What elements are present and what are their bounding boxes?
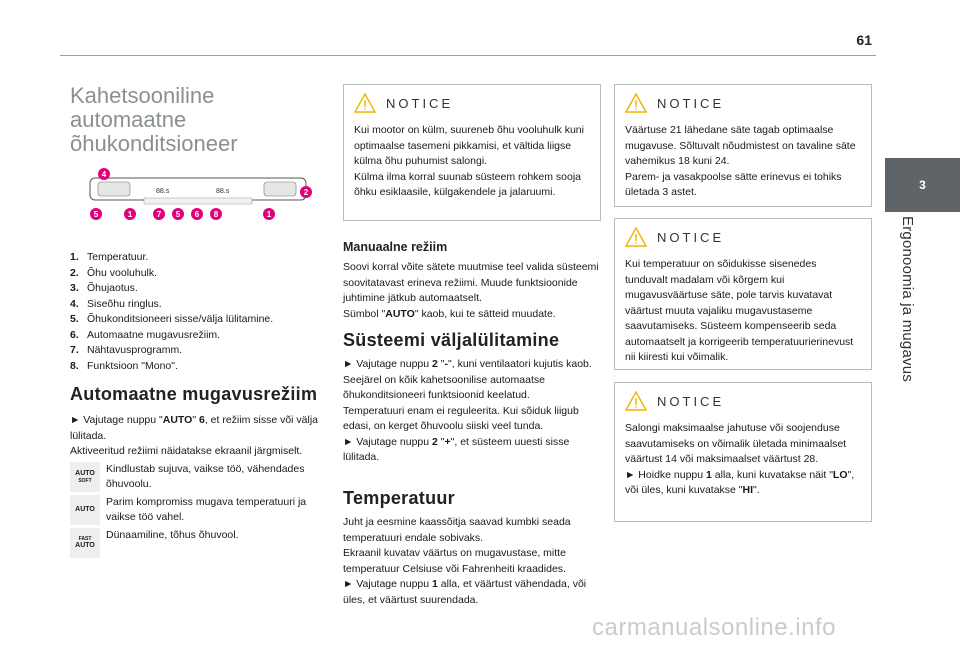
temperature-title: Temperatuur	[343, 488, 455, 508]
notice-label: NOTICE	[386, 95, 454, 111]
diagram-marker-7: 7	[156, 210, 162, 219]
list-item: 3. Õhujaotus.	[70, 282, 138, 294]
system-off-step1: ► Vajutage nuppu 2 "-", kuni ventilaatori kujutis kaob.	[343, 358, 592, 370]
notice-label: NOTICE	[657, 393, 725, 409]
diagram-marker-8: 8	[213, 210, 219, 219]
diagram-marker-6: 6	[194, 210, 200, 219]
warning-icon	[625, 391, 647, 411]
diagram-marker-5b: 5	[175, 210, 181, 219]
auto-mode-instruction: ► Vajutage nuppu "AUTO" 6, et režiim sisse või välja lülitada.	[70, 414, 319, 442]
temperature-text: Juht ja eesmine kaassõitja saavad kumbki seada temperatuuri endale sobivaks. Ekraanil kuvatav väärtus on mugavustase, mitte temperatuur Celsiuse või Fahrenheiti kraadides.	[343, 516, 571, 575]
notice-max-cooling	[614, 382, 872, 522]
notice-label: NOTICE	[657, 229, 725, 245]
warning-icon	[354, 93, 376, 113]
auto-fast-icon: FAST AUTO	[70, 528, 100, 558]
watermark: carmanualsonline.info	[592, 614, 836, 641]
system-off-step2: ► Vajutage nuppu 2 "+", et süsteem uuesti sisse lülitada.	[343, 435, 570, 463]
list-item: 6. Automaatne mugavusrežiim.	[70, 328, 221, 341]
chapter-title: Ergonoomia ja mugavus	[899, 216, 916, 382]
notice-cold-engine	[343, 84, 601, 221]
system-off-title: Süsteemi väljalülitamine	[343, 330, 560, 350]
notice-step: ► Hoidke nuppu 1 alla, kuni kuvatakse näit "LO", või üles, kuni kuvatakse "HI".	[625, 468, 855, 496]
temperature-step: ► Vajutage nuppu 1 alla, et väärtust vähendada, või üles, et väärtust suurendada.	[343, 578, 587, 606]
notice-text: Salongi maksimaalse jahutuse või soojenduse saavutamiseks on võimalik ületada minimaalset väärtust 14 või maksimaalset väärtust 28.	[625, 422, 847, 465]
diagram-marker-5a: 5	[93, 210, 99, 219]
auto-mode-section	[70, 384, 328, 558]
list-item: 1. Temperatuur.	[70, 251, 149, 263]
notice-text: Väärtuse 21 lähedane säte tagab optimaalse mugavuse. Sõltuvalt nõudmistest on tavaline säte vahemikus 18 kuni 24. Parem- ja vasakpoolse sätte erinevus ei tohiks ületada 3 astet.	[625, 124, 856, 198]
temperature-section	[343, 488, 601, 608]
notice-text: Kui temperatuur on sõidukisse sisenedes tunduvalt madalam või kõrgem kui mugavusväärtuse säte, pole tarvis kuvatavat väärtust muuta vajaliku mugavustaseme saavutamiseks. Süsteem kompenseerib seda automaatselt ja korrigeerib temperatuurierinevust nii kiiresti kui võimalik.	[625, 258, 854, 363]
list-item: 5. Õhukonditsioneeri sisse/välja lülitamine.	[70, 313, 274, 325]
notice-text: Kui mootor on külm, suureneb õhu vooluhulk kuni optimaalse tasemeni pikkamisi, et vältida liigse külma õhu puhumist salongi. Külma ilma korral suunab süsteem rohkem sooja õhku esiklaasile, külgakendele ja jalaruumi.	[354, 124, 584, 198]
list-item: 8. Funktsioon "Mono".	[70, 359, 178, 372]
auto-icon: AUTO	[70, 495, 100, 525]
notice-label: NOTICE	[657, 95, 725, 111]
manual-mode-section	[343, 240, 601, 322]
legend-list	[70, 250, 325, 374]
diagram-marker-2: 2	[303, 188, 309, 197]
manual-mode-title: Manuaalne režiim	[343, 240, 448, 254]
chapter-number-tab[interactable]: 3	[885, 158, 960, 212]
list-item: 7. Nähtavusprogramm.	[70, 344, 183, 356]
auto-soft-icon: AUTO SOFT	[70, 462, 100, 492]
warning-icon	[625, 227, 647, 247]
column-left	[70, 80, 325, 156]
header-rule	[60, 55, 876, 56]
diagram-marker-1a: 1	[127, 210, 133, 219]
display-right: 88.s	[216, 188, 230, 195]
notice-optimal-setting	[614, 84, 872, 207]
auto-soft-row: AUTO SOFT Kindlustab sujuva, vaikse töö, vähendades õhuvoolu.	[70, 462, 328, 493]
list-item: 4. Siseõhu ringlus.	[70, 297, 162, 310]
diagram-marker-4: 4	[101, 170, 107, 179]
notice-temperature-compensation	[614, 218, 872, 370]
display-left: 88.s	[156, 188, 170, 195]
auto-normal-row: AUTO Parim kompromiss mugava temperatuuri ja vaikse töö vahel.	[70, 495, 328, 526]
climate-panel-diagram	[84, 168, 312, 224]
auto-fast-row: FAST AUTO Dünaamiline, tõhus õhuvool.	[70, 528, 328, 558]
auto-mode-title: Automaatne mugavusrežiim	[70, 384, 318, 404]
list-item: 2. Õhu vooluhulk.	[70, 266, 158, 279]
system-off-note: Seejärel on kõik kahetsoonilise automaatse õhukonditsioneeri funktsioonid keelatud. Temperatuuri enam ei reguleerita. Kui sõiduk liigub edasi, on kerget õhuvoolu siiski veel tunda.	[343, 373, 579, 432]
warning-icon	[625, 93, 647, 113]
page-number: 61	[856, 32, 872, 48]
manual-mode-text: Soovi korral võite sätete muutmise teel valida süsteemi soovitatavast erineva režiimi. Muude funktsioonide juhtimine jätkub automaatselt. Sümbol "AUTO" kaob, kui te sätteid muudate.	[343, 261, 599, 320]
system-off-section	[343, 330, 601, 466]
auto-mode-note: Aktiveeritud režiimi näidatakse ekraanil järgmiselt.	[70, 445, 303, 457]
section-title: Kahetsooniline automaatne õhukonditsioneer	[70, 83, 238, 156]
diagram-marker-1b: 1	[266, 210, 272, 219]
